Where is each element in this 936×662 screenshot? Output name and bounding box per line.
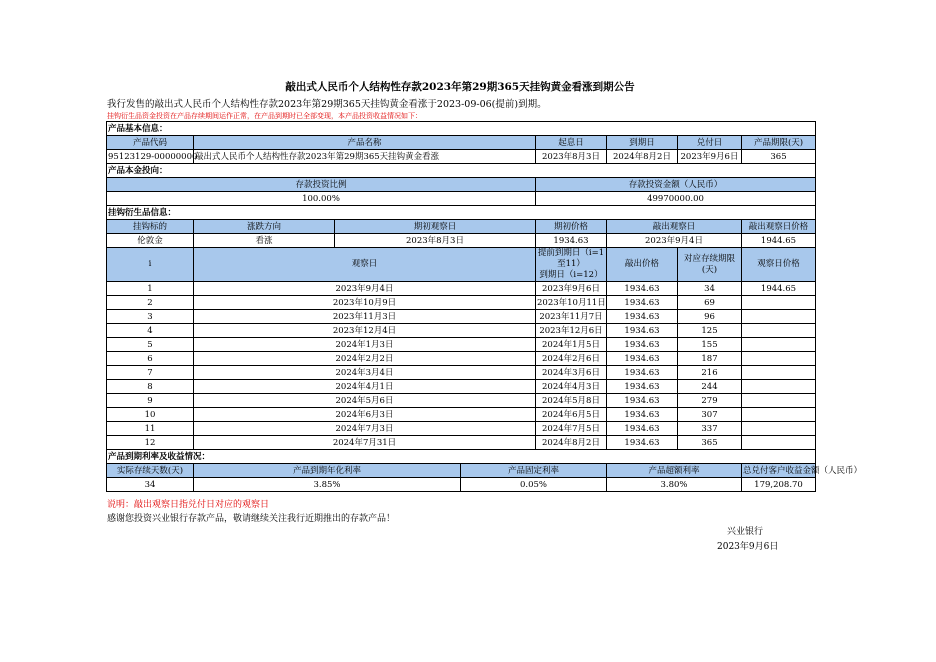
table-cell: 95123129-00000000 <box>108 151 198 162</box>
table-cell <box>742 394 816 408</box>
table-cell: 12 <box>107 436 194 450</box>
table-cell: 5 <box>107 338 194 352</box>
table-cell: 2023年12月4日 <box>194 324 536 338</box>
schedule-row <box>107 352 816 366</box>
announcement-date: 2023年9月6日 <box>717 542 779 552</box>
table-cell: 1944.65 <box>742 282 816 296</box>
table-row <box>107 150 816 164</box>
section-row <box>107 122 816 136</box>
schedule-row <box>107 310 816 324</box>
table-cell: 279 <box>678 394 742 408</box>
table-cell: 96 <box>678 310 742 324</box>
table-cell: 2023年10月9日 <box>194 296 536 310</box>
column-header: 产品代码 <box>107 136 194 150</box>
section-row <box>107 164 816 178</box>
table-cell: 11 <box>107 422 194 436</box>
column-header: 敲出观察日 <box>607 220 742 234</box>
table-cell: 2024年7月3日 <box>194 422 536 436</box>
table-cell <box>742 352 816 366</box>
table-cell: 244 <box>678 380 742 394</box>
table-cell: 2024年1月3日 <box>194 338 536 352</box>
column-header: 实际存续天数(天) <box>107 464 194 478</box>
thanks-text: 感谢您投资兴业银行存款产品，敬请继续关注我行近期推出的存款产品！ <box>107 514 396 524</box>
section-returns: 产品到期利率及收益情况： <box>107 450 816 464</box>
table-cell: 307 <box>678 408 742 422</box>
column-header: 挂钩标的 <box>107 220 194 234</box>
section-row <box>107 450 816 464</box>
column-header: 观察日价格 <box>742 248 816 282</box>
table-cell <box>742 380 816 394</box>
column-header: 期初观察日 <box>335 220 536 234</box>
table-cell <box>742 338 816 352</box>
table-cell: 2024年5月6日 <box>194 394 536 408</box>
page-title: 敲出式人民币个人结构性存款2023年第29期365天挂钩黄金看涨到期公告 <box>285 81 635 93</box>
schedule-row <box>107 380 816 394</box>
investment-note: 挂钩衍生品资金投资在产品存续期间运作正常，在产品到期时已全部变现，本产品投资收益情况如下： <box>107 112 422 120</box>
table-cell: 2024年5月8日 <box>536 394 607 408</box>
table-cell: 1934.63 <box>607 380 678 394</box>
schedule-row <box>107 324 816 338</box>
table-cell: 2024年6月3日 <box>194 408 536 422</box>
column-header: 存款投资金额（人民币） <box>536 178 816 192</box>
table-row <box>107 478 816 492</box>
intro-text: 我行发售的敲出式人民币个人结构性存款2023年第29期365天挂钩黄金看涨于2023-09-06(提前)到期。 <box>107 99 547 110</box>
schedule-row <box>107 296 816 310</box>
table-cell: 2023年10月11日 <box>537 297 606 308</box>
table-cell: 1934.63 <box>607 296 678 310</box>
table-cell: 1934.63 <box>607 422 678 436</box>
table-cell: 2024年1月5日 <box>536 338 607 352</box>
table-cell: 看涨 <box>194 234 335 248</box>
table-cell: 155 <box>678 338 742 352</box>
schedule-row <box>107 422 816 436</box>
table-cell: 2024年8月2日 <box>536 436 607 450</box>
header-row <box>107 178 816 192</box>
schedule-row <box>107 338 816 352</box>
section-basic-info: 产品基本信息： <box>107 122 816 136</box>
table-cell: 4 <box>107 324 194 338</box>
column-header: 提前到期日（i=1至11） 到期日（i=12） <box>536 248 607 282</box>
table-cell: 1934.63 <box>607 310 678 324</box>
announcement-table <box>106 121 863 492</box>
table-cell: 3 <box>107 310 194 324</box>
table-cell: 1934.63 <box>607 394 678 408</box>
table-cell: 1934.63 <box>607 338 678 352</box>
table-cell <box>742 296 816 310</box>
table-cell: 365 <box>742 150 816 164</box>
column-header: 总兑付客户收益金额（人民币） <box>743 465 863 476</box>
table-cell: 365 <box>678 436 742 450</box>
table-cell: 2023年11月3日 <box>194 310 536 324</box>
remark-text: 说明：敲出观察日指兑付日对应的观察日 <box>107 500 270 510</box>
table-cell: 2023年9月6日 <box>678 150 742 164</box>
table-cell: 69 <box>678 296 742 310</box>
header-row <box>107 248 816 282</box>
table-cell: 3.85% <box>194 478 461 492</box>
column-header: 对应存续期限(天) <box>678 248 742 282</box>
table-cell: 2024年7月5日 <box>536 422 607 436</box>
schedule-row <box>107 366 816 380</box>
column-header: 涨跌方向 <box>194 220 335 234</box>
table-cell: 6 <box>107 352 194 366</box>
table-cell: 216 <box>678 366 742 380</box>
column-header: 敲出观察日价格 <box>742 220 816 234</box>
table-cell: 敲出式人民币个人结构性存款2023年第29期365天挂钩黄金看涨 <box>194 150 536 164</box>
bank-name: 兴业银行 <box>727 527 764 537</box>
header-row <box>107 464 816 478</box>
table-cell: 9 <box>107 394 194 408</box>
table-cell: 2023年9月4日 <box>607 234 742 248</box>
table-cell <box>742 408 816 422</box>
table-cell: 34 <box>678 282 742 296</box>
table-cell: 2023年8月3日 <box>335 234 536 248</box>
table-cell: 1934.63 <box>607 282 678 296</box>
column-header: 观察日 <box>194 248 536 282</box>
column-header: 期初价格 <box>536 220 607 234</box>
section-principal: 产品本金投向： <box>107 164 816 178</box>
column-header: 产品到期年化利率 <box>194 464 461 478</box>
table-cell: 2024年3月4日 <box>194 366 536 380</box>
table-cell: 2024年6月5日 <box>536 408 607 422</box>
table-cell: 2023年8月3日 <box>536 150 607 164</box>
column-header: 产品固定利率 <box>461 464 607 478</box>
table-cell: 2024年7月31日 <box>194 436 536 450</box>
schedule-row <box>107 394 816 408</box>
table-cell: 337 <box>678 422 742 436</box>
table-cell: 0.05% <box>461 478 607 492</box>
table-cell: 1934.63 <box>607 436 678 450</box>
table-cell <box>742 324 816 338</box>
table-cell: 1934.63 <box>607 352 678 366</box>
table-cell: 2023年12月6日 <box>536 324 607 338</box>
column-header: 存款投资比例 <box>107 178 536 192</box>
column-header: 到期日 <box>607 136 678 150</box>
table-cell: 7 <box>107 366 194 380</box>
table-cell: 2023年9月4日 <box>194 282 536 296</box>
table-cell <box>742 310 816 324</box>
header-row <box>107 220 816 234</box>
column-header: 起息日 <box>536 136 607 150</box>
column-header: 产品期限(天) <box>742 136 816 150</box>
table-cell <box>742 436 816 450</box>
schedule-row <box>107 282 816 296</box>
table-cell: 2024年4月1日 <box>194 380 536 394</box>
section-derivative: 挂钩衍生品信息： <box>107 206 816 220</box>
column-header: 兑付日 <box>678 136 742 150</box>
table-cell: 179,208.70 <box>742 478 816 492</box>
table-cell: 2023年11月7日 <box>536 310 607 324</box>
table-cell: 1934.63 <box>607 408 678 422</box>
table-cell: 1 <box>107 282 194 296</box>
schedule-row <box>107 408 816 422</box>
table-cell: 2024年3月6日 <box>536 366 607 380</box>
column-header: 敲出价格 <box>607 248 678 282</box>
table-cell: 10 <box>107 408 194 422</box>
table-cell: 187 <box>678 352 742 366</box>
table-cell: 2024年8月2日 <box>607 150 678 164</box>
table-cell: 100.00% <box>107 192 536 206</box>
table-cell: 1934.63 <box>607 366 678 380</box>
table-cell: 1934.63 <box>536 234 607 248</box>
table-cell: 2024年2月2日 <box>194 352 536 366</box>
table-cell: 49970000.00 <box>536 192 816 206</box>
table-cell: 2024年2月6日 <box>536 352 607 366</box>
table-cell: 2 <box>107 296 194 310</box>
header-row <box>107 136 816 150</box>
column-header: 产品名称 <box>194 136 536 150</box>
column-header: 产品超额利率 <box>607 464 742 478</box>
table-cell: 2024年4月3日 <box>536 380 607 394</box>
table-cell: 伦敦金 <box>107 234 194 248</box>
table-cell: 8 <box>107 380 194 394</box>
schedule-row <box>107 436 816 450</box>
section-row <box>107 206 816 220</box>
column-header: i <box>107 248 194 282</box>
table-cell <box>742 366 816 380</box>
table-row <box>107 192 816 206</box>
table-cell: 2023年9月6日 <box>536 282 607 296</box>
table-cell: 125 <box>678 324 742 338</box>
table-cell <box>742 422 816 436</box>
table-cell: 34 <box>107 478 194 492</box>
table-cell: 1934.63 <box>607 324 678 338</box>
table-cell: 3.80% <box>607 478 742 492</box>
table-cell: 1944.65 <box>742 234 816 248</box>
table-row <box>107 234 816 248</box>
